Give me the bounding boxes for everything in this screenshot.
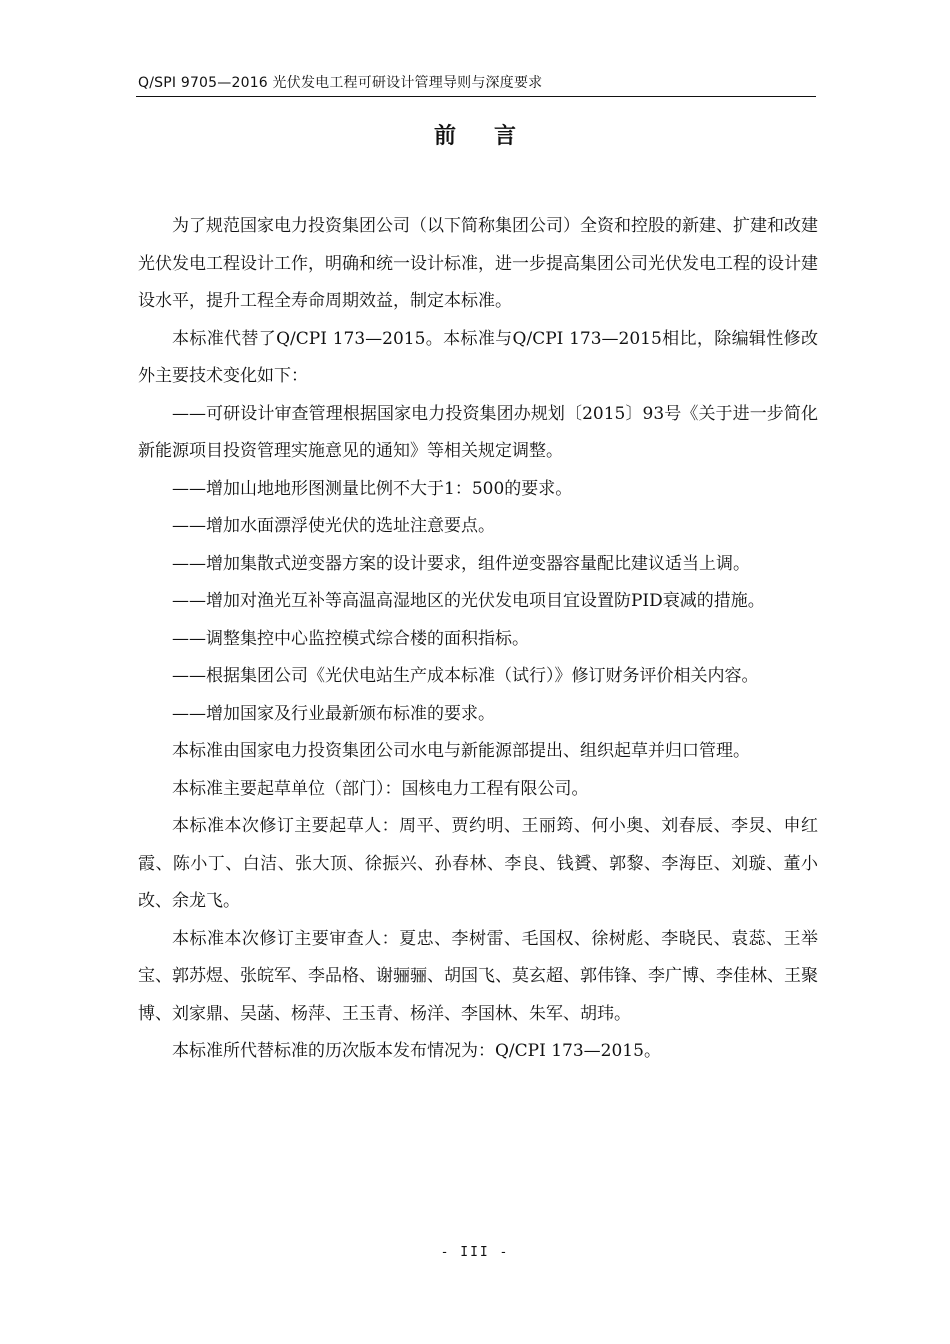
change-item: ——根据集团公司《光伏电站生产成本标准（试行）》修订财务评价相关内容。 [172, 666, 759, 686]
paragraph-drafting-unit: 本标准主要起草单位（部门）：国核电力工程有限公司。 [172, 778, 589, 799]
change-item: ——增加山地地形图测量比例不大于1：500的要求。 [172, 478, 573, 499]
paragraph-history: 本标准所代替标准的历次版本发布情况为：Q/CPI 173—2015。 [172, 1041, 661, 1061]
change-item: ——增加水面漂浮使光伏的选址注意要点。 [172, 516, 495, 536]
change-item: ——增加集散式逆变器方案的设计要求，组件逆变器容量配比建议适当上调。 [172, 553, 750, 574]
paragraph-reviewers: 本标准本次修订主要审查人：夏忠、李树雷、毛国权、徐树彪、李晓民、袁蕊、王举宝、郭苏煜、张皖军、李品格、谢骊骊、胡国飞、莫玄超、郭伟锋、李广博、李佳林、王聚博、刘家鼎、吴菡、杨萍、王玉青、杨洋、李国林、朱军、胡玮。 [138, 928, 818, 1024]
page-title: 前言 [433, 124, 554, 149]
page-number: - III - [440, 1245, 510, 1260]
paragraph-drafters: 本标准本次修订主要起草人：周平、贾约明、王丽筠、何小奥、刘春辰、李炅、申红霞、陈小丁、白洁、张大顶、徐振兴、孙春林、李良、钱贇、郭黎、李海臣、刘璇、董小改、余龙飞。 [138, 816, 818, 911]
change-item: ——增加对渔光互补等高温高湿地区的光伏发电项目宜设置防PID衰减的措施。 [172, 591, 765, 611]
paragraph-proposer: 本标准由国家电力投资集团公司水电与新能源部提出、组织起草并归口管理。 [172, 741, 750, 761]
change-item: ——可研设计审查管理根据国家电力投资集团办规划〔2015〕93号《关于进一步简化新能源项目投资管理实施意见的通知》等相关规定调整。 [138, 403, 818, 461]
change-item: ——增加国家及行业最新颁布标准的要求。 [172, 703, 495, 724]
change-item: ——调整集控中心监控模式综合楼的面积指标。 [172, 628, 529, 649]
paragraph-purpose: 为了规范国家电力投资集团公司（以下简称集团公司）全资和控股的新建、扩建和改建光伏发电工程设计工作，明确和统一设计标准，进一步提高集团公司光伏发电工程的设计建设水平，提升工程全寿命周期效益，制定本标准。 [138, 216, 818, 311]
document-body [138, 208, 818, 1071]
running-header: Q/SPI 9705—2016 光伏发电工程可研设计管理导则与深度要求 [138, 75, 543, 91]
header-divider [136, 96, 816, 97]
paragraph-replacement: 本标准代替了Q/CPI 173—2015。本标准与Q/CPI 173—2015相比，除编辑性修改外主要技术变化如下： [138, 328, 818, 386]
